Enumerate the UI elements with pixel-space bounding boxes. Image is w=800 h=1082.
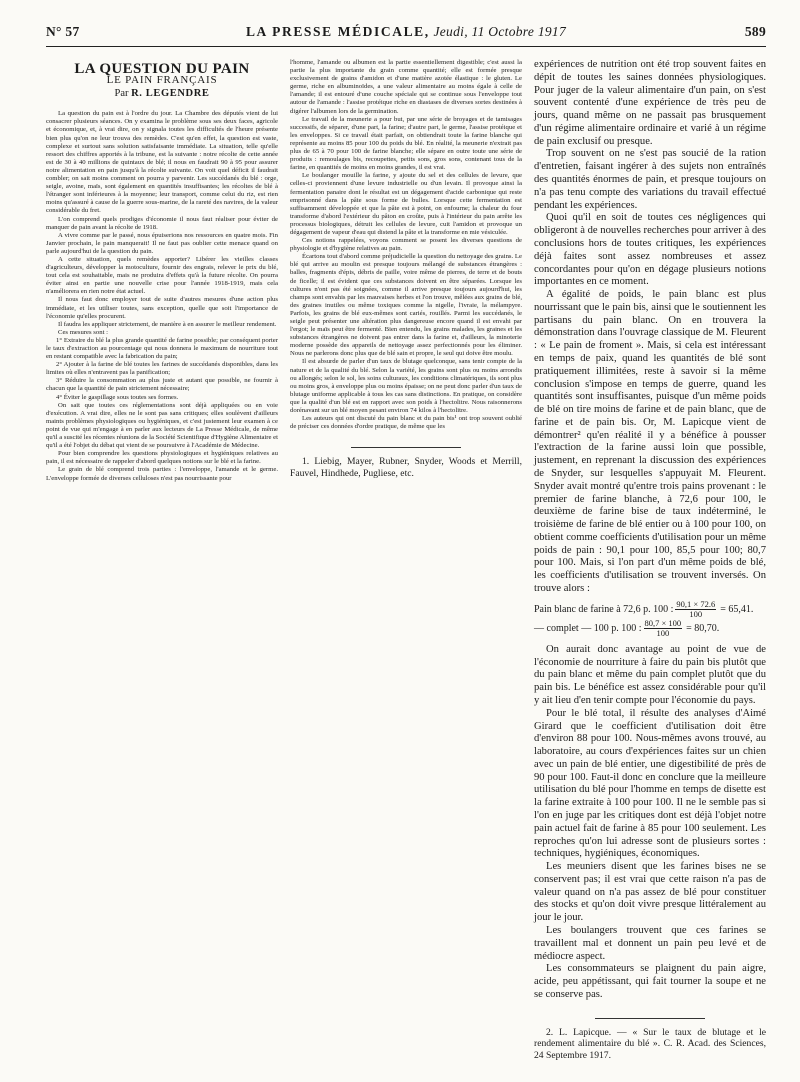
article-subtitle: LE PAIN FRANÇAIS bbox=[106, 74, 218, 87]
paragraph: La question du pain est à l'ordre du jour. La Chambre des députés vient de lui consacrer plusieurs séances. On y examina le problème sous ses deux faces, agricole et économique, et, à vrai dire, on y signala toutes les difficultés de l'heure présente bien plus qu'on ne leur trouva des remèdes. C'est qu'en effet, la question est vaste, complexe et surtout sans solution satisfaisante immédiate. La situation, telle qu'elle ressort des chiffres apportés à la tribune, est la suivante : notre récolte de cette année est de 30 à 40 millions de quintaux de blé; il nous en faudrait 90 à 95 pour assurer notre alimentation en pain jusqu'à la récolte suivante. On voit quel déficit il faudrait combler; on sait moins comment on pourra y parvenir. Les succédanés du blé : orge, seigle, avoine, maïs, sont également en quantités insuffisantes; les récoltes de blé à l'étranger sont inférieures à la moyenne; leur transport, comme celui du riz, est rien moins qu'assuré à cause de la guerre sous-marine, de la rareté des navires, de la valeur considérable du fret. bbox=[46, 110, 278, 215]
formula-row-white-bread bbox=[534, 600, 766, 619]
formula-result: = 80,70. bbox=[686, 622, 720, 634]
paragraph: Le grain de blé comprend trois parties : l'enveloppe, l'amande et le germe. L'enveloppe formée de diverses celluloses n'est pas nourrissante pour bbox=[46, 466, 278, 482]
paragraph: On sait que toutes ces réglementations sont déjà appliquées ou en voie d'exécution. A vrai dire, elles ne le sont pas sans critiques; elles soulèvent d'ailleurs maints problèmes physiologiques ou hygiéniques, et c'est justement leur examen à ce point de vue qui m'engage à en parler aux lecteurs de La Presse Médicale, de même qu'il a suscité les récentes réunions de la Société Scientifique d'Hygiène Alimentaire et qu'il a été l'objet du débat qui vient de se poursuivre à l'Académie de Médecine. bbox=[46, 401, 278, 450]
paragraph: Ces mesures sont : bbox=[58, 328, 108, 336]
paragraph: Le boulanger mouille la farine, y ajoute du sel et des cellules de levure, que celles-ci proviennent d'une levure industrielle ou d'un levain. Il provoque ainsi la fermentation panaire dont le résultat est un dégagement d'acide carbonique qui reste emprisonné dans la pâte sous forme de bulles. Lorsque cette fermentation est suffisamment développée et que la pâte est à point, on enfourne; la chaleur du four transforme d'abord l'extérieur du pâton en croûte, puis à l'intérieur du pain arrête les processus biologiques, détruit les cellules de levure, cuit l'amidon et provoque un dégagement de vapeur d'eau qui distend la pâte et la transforme en mie vésiculée. bbox=[290, 172, 522, 236]
fraction-denominator: 100 bbox=[656, 627, 670, 638]
footnote-rule bbox=[595, 1018, 705, 1019]
article-byline bbox=[46, 90, 278, 98]
paragraph: Ces notions rappelées, voyons comment se posent les diverses questions de physiologie et d'hygiène relatives au pain. bbox=[290, 237, 522, 253]
author-name: R. LEGENDRE bbox=[131, 88, 210, 100]
paragraph: Les auteurs qui ont discuté du pain blanc et du pain bis¹ ont trop souvent oublié de préciser ces données d'ordre pratique, de même que les bbox=[290, 415, 522, 431]
paragraph: A cette situation, quels remèdes apporter? Libérer les vieilles classes d'agriculteurs, développer la motoculture, fournir des engrais, relever le prix du blé, tout cela est souhaitable, mais ne produira d'effets qu'à la future récolte. On pourra éviter ainsi en partie une nouvelle crise pour l'année 1918-1919, mais cela n'améliorera en rien notre état actuel. bbox=[46, 255, 278, 296]
paragraph: Il est absurde de parler d'un taux de blutage quelconque, sans tenir compte de la nature et de la qualité du blé. Selon la variété, les grains sont plus ou moins arrondis ou allongés; selon le sol, les soins culturaux, les conditions climatériques, ils sont plus ou moins gros, à enveloppe plus ou moins épaisse; on ne peut donc parler d'un taux de blutage uniforme applicable à tous les cas sans distinctions. En pratique, on considère que la qualité d'un blé est en rapport avec son poids à l'hectolitre. Nous raisonnerons dorénavant sur un blé moyen pesant environ 74 kilos à l'hectolitre. bbox=[290, 358, 522, 415]
issue-number: N° 57 bbox=[46, 24, 80, 39]
formula-result: = 65,41. bbox=[720, 603, 754, 615]
paragraph: Pour le blé total, il résulte des analyses d'Aimé Girard que le coefficient d'utilisation doit être d'environ 88 pour 100. Nous-mêmes avons trouvé, au laboratoire, au cours d'expériences faites sur un chien avec un pain de blé entier, une digestibilité de près de 90 pour 100. Faut-il donc en conclure que la meilleure utilisation du blé pour l'homme en temps de disette est la farine extraite à 100 pour 100. Il ne le semble pas si l'on en juge par les critiques dont est déjà l'objet notre pain actuel fait de farine à 85 pour 100 seulement. Les reproches qu'on lui adresse sont de plusieurs sortes : techniques, hygiéniques, économiques. bbox=[534, 707, 766, 860]
paragraph: Écartons tout d'abord comme préjudicielle la question du nettoyage des grains. Le blé qui arrive au moulin est presque toujours mélangé de substances étrangères : balles, fragments d'épis, débris de paille, voire même de pierres, de terre et de bouts de ficelle; il est évident que ces substances doivent en être séparées. Lorsque les cultures n'ont pas été soignées, comme il arrive presque toujours aujourd'hui, les champs sont envahis par les mauvaises herbes et l'on trouve, mêlées aux grains de blé, des graines inutiles ou même toxiques comme la nigelle, l'ivraie, la mélampyre. Parfois, les grains de blé eux-mêmes sont cariés, rouillés. Parmi les succédanés, le seigle peut présenter une altération plus dangereuse encore quand il est envahi par l'ergot; le maïs peut être fermenté. Bien entendu, les grains malades, les graines et les substances étrangères ne doivent pas entrer dans la farine et, d'ailleurs, la minoterie moderne possède des appareils de nettoyage assez perfectionnés pour les éliminer. Nous ne parlerons donc plus que de blé sain et propre, le seul qui doive être moulu. bbox=[290, 253, 522, 358]
paragraph: Trop souvent on ne s'est pas soucié de la ration d'entretien, faisant ingérer à des sujets non entraînés des quantités énormes de pain, et presque toujours on n'a pas tenu compte des variations du travail effectué pendant les expériences. bbox=[534, 148, 766, 211]
paragraph: l'homme, l'amande ou albumen est la partie essentiellement digestible; c'est aussi la partie la plus importante du grain comme quantité; elle est formée presque exclusivement de grains d'amidon et d'une matière azotée élastique : le gluten. Le germe, riche en albuminoïdes, a une valeur alimentaire au moins égale à celle de l'amande; il est entouré d'une couche spéciale qui se continue sous l'enveloppe tout autour de l'amande : l'assise protéique riche en diastases de diverses sortes destinées à digérer l'albumen lors de la germination. bbox=[290, 59, 522, 115]
footnote: 2. L. Lapicque. — « Sur le taux de blutage et le rendement alimentaire du blé ». C. R. Acad. des Sciences, 24 Septembre 1917. bbox=[534, 1026, 766, 1061]
formula-fraction bbox=[644, 619, 683, 638]
page-number: 589 bbox=[744, 24, 766, 39]
paragraph: Il nous faut donc employer tout de suite d'autres mesures d'une action plus immédiate, et les utiliser toutes, sans exception, quelle que soit l'importance de l'économie qu'elles procurent. bbox=[46, 296, 278, 320]
issue-date: Jeudi, 11 Octobre 1917 bbox=[433, 24, 567, 39]
article-title: LA QUESTION DU PAIN bbox=[74, 61, 250, 77]
paragraph: Le travail de la meunerie a pour but, par une série de broyages et de tamisages successifs, de séparer, d'une part, la farine; d'autre part, le germe, l'assise protéique et les enveloppes. Si ce travail était parfait, on obtiendrait toute la farine blanche qui représente au moins 85 pour 100 du poids du blé. En réalité, la meunerie n'extrait pas plus de 65 à 70 pour 100 de farine blanche; elle sépare en outre toute une série de produits : remoulages bis, recoupettes, petits sons, gros sons, contenant tous de la farine, en quantités de moins en moins grandes, il est vrai. bbox=[290, 115, 522, 172]
column-2 bbox=[290, 59, 522, 1061]
formula-label: — complet — 100 p. 100 : bbox=[534, 622, 642, 634]
paragraph: A vivre comme par le passé, nous épuiserions nos ressources en quatre mois. Fin Janvier prochain, le pain manquerait! Il ne faut pas oublier cette menace quand on parle aujourd'hui de la question du pain. bbox=[46, 231, 278, 255]
utilization-formula bbox=[534, 600, 766, 638]
paragraph: Pour bien comprendre les questions physiologiques et hygiéniques relatives au pain, il est nécessaire de rappeler d'abord quelques notions sur le blé et la farine. bbox=[46, 450, 278, 466]
paragraph: Les meuniers disent que les farines bises ne se conservent pas; il est vrai que cette raison n'a pas de valeur quand on n'a pas assez de blé pour constituer des stocks et qu'on doit vivre presque littéralement au jour le jour. bbox=[534, 861, 766, 924]
list-item: 3° Réduire la consommation au plus juste et autant que possible, ne fournir à chacun que la quantité de pain strictement nécessaire; bbox=[46, 377, 278, 393]
header-rule bbox=[46, 46, 766, 47]
page-header bbox=[46, 22, 766, 42]
paragraph: Quoi qu'il en soit de toutes ces négligences qui obligeront à de nouvelles recherches pour arriver à des conclusions hors de toutes critiques, les expériences déjà faites sont assez nombreuses et assez concordantes pour qu'on en dégage plusieurs notions importantes en ce moment. bbox=[534, 212, 766, 288]
column-1 bbox=[46, 59, 278, 1061]
paragraph: Il faudra les appliquer strictement, de manière à en assurer le meilleur rendement. bbox=[58, 320, 277, 328]
masthead bbox=[46, 24, 766, 40]
columns bbox=[46, 59, 766, 1061]
paragraph: Les consommateurs se plaignent du pain aigre, acide, peu appétissant, qui fait tourner la soupe et ne se conserve pas. bbox=[534, 963, 766, 1000]
fraction-denominator: 100 bbox=[689, 608, 703, 619]
journal-title: LA PRESSE MÉDICALE, bbox=[245, 24, 430, 39]
fraction-numerator: 90,1 × 72.6 bbox=[676, 598, 716, 609]
paragraph: expériences de nutrition ont été trop souvent faites en dépit de toutes les saines données physiologiques. Pour juger de la valeur alimentaire d'un pain, on s'est souvent contenté d'une expérience de très peu de jours, quand même on ne passait pas brusquement d'un régime alimentaire ordinaire et varié à un régime de pain exclusif ou presque. bbox=[534, 59, 766, 147]
list-item: 4° Éviter le gaspillage sous toutes ses formes. bbox=[56, 393, 179, 401]
byline-prefix: Par bbox=[114, 88, 129, 100]
footnote: 1. Liebig, Mayer, Rubner, Snyder, Woods et Merrill, Fauvel, Hindhede, Pugliese, etc. bbox=[290, 456, 522, 479]
formula-label: Pain blanc de farine à 72,6 p. 100 : bbox=[534, 603, 674, 615]
formula-row-whole-bread bbox=[534, 619, 766, 638]
paragraph: Les boulangers trouvent que ces farines se travaillent mal et donnent un pain peu levé et de médiocre aspect. bbox=[534, 925, 766, 962]
footnote-rule bbox=[351, 447, 461, 448]
paragraph: On aurait donc avantage au point de vue de l'économie de nourriture à faire du pain bis plutôt que du pain blanc et même du pain complet plutôt que du pain bis. Le bénéfice est assez considérable pour qu'il y ait lieu d'en tenir compte pour l'économie du pays. bbox=[534, 643, 766, 706]
column-3 bbox=[534, 59, 766, 1061]
list-item: 1° Extraire du blé la plus grande quantité de farine possible; par conséquent porter le taux d'extraction au pourcentage qui nous donnera le maximum de nourriture tout en restant compatible avec la fabrication du pain; bbox=[46, 336, 278, 361]
paragraph: L'on comprend quels prodiges d'économie il nous faut réaliser pour éviter de manquer de pain avant la récolte de 1918. bbox=[46, 215, 278, 231]
formula-fraction bbox=[675, 600, 716, 619]
fraction-numerator: 80,7 × 100 bbox=[644, 617, 682, 628]
list-item: 2° Ajouter à la farine de blé toutes les farines de succédanés disponibles, dans les limites où elles n'entravent pas la panification; bbox=[46, 361, 278, 377]
paragraph: A égalité de poids, le pain blanc est plus nourrissant que le pain bis, ainsi que le soutiennent les partisans du pain blanc. On en trouvera la démonstration dans l'ouvrage classique de M. Fleurent : « Le pain de froment ». Mais, si cela est intéressant en temps de paix, quand les quantités de blé sont pratiquement illimitées, reste à savoir si la même conclusion s'impose en temps de guerre, quand les quantités sont insuffisantes, puisque d'un même poids de blé on tire moins de farine et de pain blanc, que de farine et de pain bis. Or, M. Lapicque vient de démontrer² qu'en réalité il y a bénéfice à pousser l'extraction de la farine aussi loin que possible, justement, en reprenant la discussion des expériences de Snyder, sur lesquelles s'appuyait M. Fleurent. Snyder avait montré qu'entre trois pains provenant : le premier de farine blanche, à 72,6 pour 100, le deuxième de farine bise de taux indéterminé, le troisième de farine de blé entier ou à 100 pour 100, on obtient comme coefficients d'utilisation pour un même poids de pain : 90,1 pour 100, 85,5 pour 100; 80,7 pour 100. Mais, si l'on part d'un même poids de blé, les coefficients d'utilisation se trouvent inversés. On trouve alors : bbox=[534, 289, 766, 595]
